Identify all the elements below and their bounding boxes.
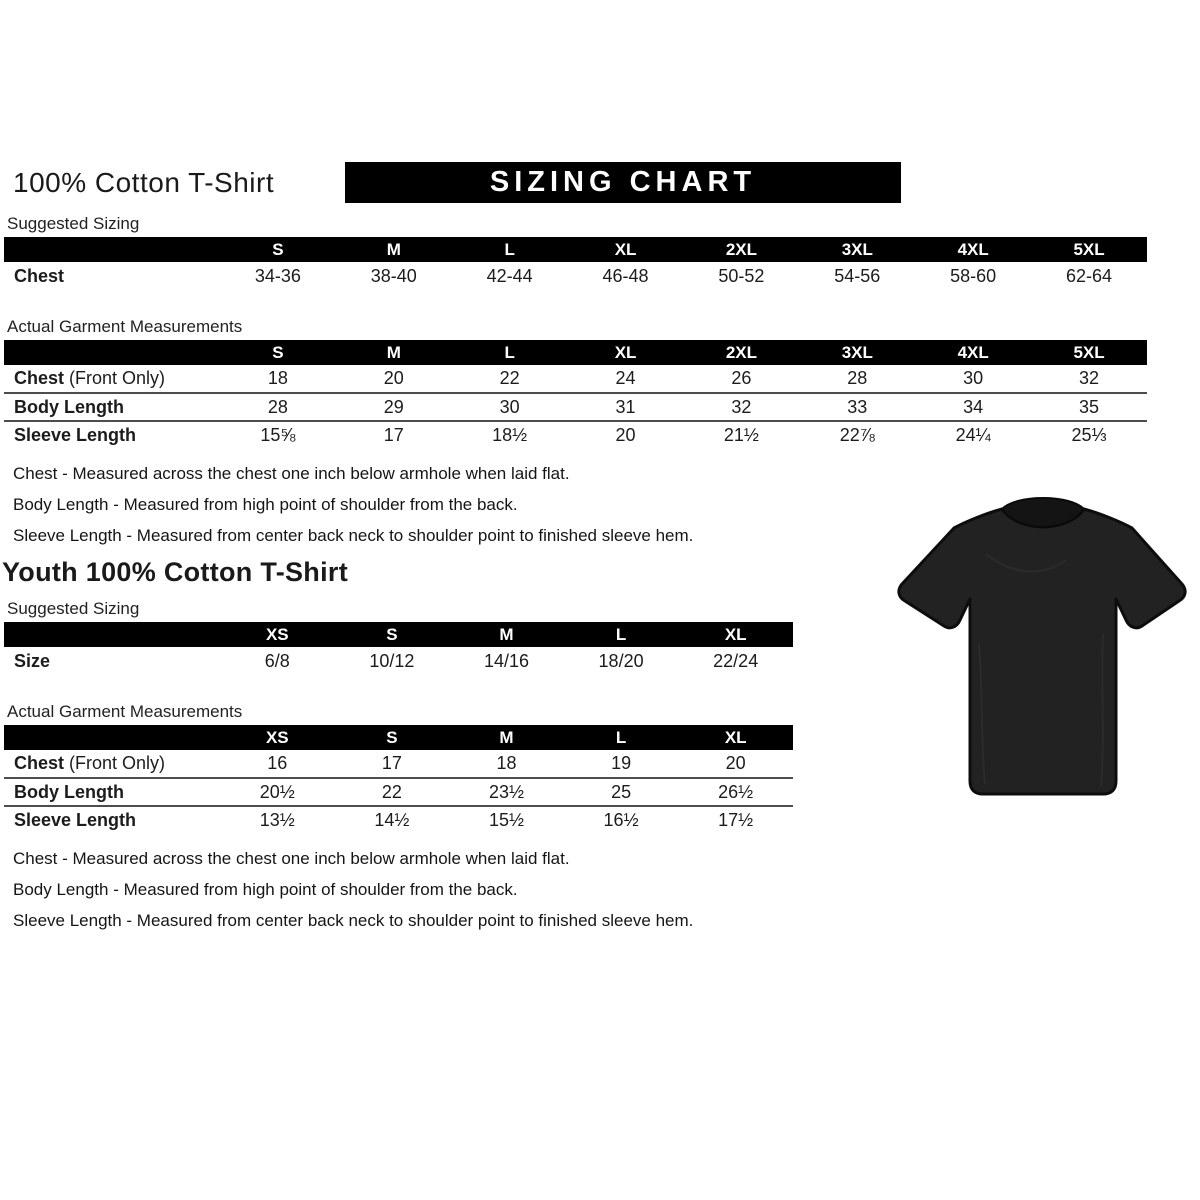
measurement-value: 46-48: [602, 265, 649, 286]
size-column-header: XS: [220, 725, 335, 750]
tshirt-product-image: [891, 494, 1193, 806]
tshirt-body-shape: [899, 509, 1185, 794]
size-column-header: XL: [678, 622, 793, 647]
size-column-header: 5XL: [1031, 237, 1147, 262]
table-row: [4, 365, 1147, 393]
table-row: [4, 647, 793, 675]
measurement-value: 26: [731, 368, 752, 388]
size-column-header: XL: [568, 340, 684, 365]
size-column-header: S: [335, 725, 450, 750]
table-row: [4, 778, 793, 806]
measurement-value: 30: [452, 393, 568, 421]
measurement-value: 58-60: [950, 265, 997, 286]
row-label: Sleeve Length: [4, 806, 220, 834]
row-label: Chest (Front Only): [14, 368, 166, 388]
measurement-value: 33: [799, 393, 915, 421]
youth-suggested-sizing-label: Suggested Sizing: [7, 599, 140, 618]
measurement-value: 28: [220, 393, 336, 421]
note-sleeve-length: Sleeve Length - Measured from center back neck to shoulder point to finished sleeve hem.: [13, 526, 694, 545]
adult-actual-measurements-label: Actual Garment Measurements: [7, 317, 243, 336]
table-row: [4, 262, 1147, 290]
measurement-value: 15½: [449, 806, 564, 834]
measurement-value: 26½: [678, 778, 793, 806]
measurement-value: 25⅓: [1031, 421, 1147, 449]
header-spacer-cell: [4, 622, 220, 647]
row-label: Size: [14, 650, 51, 671]
adult-suggested-sizing-table: [4, 237, 1147, 290]
size-header-row: [4, 237, 1147, 262]
measurement-value: 20: [568, 421, 684, 449]
measurement-value: 22⅞: [799, 421, 915, 449]
measurement-value: 19: [611, 753, 632, 773]
measurement-value: 17½: [678, 806, 793, 834]
note-body-length: Body Length - Measured from high point of shoulder from the back.: [13, 880, 518, 899]
row-label: Sleeve Length: [4, 421, 220, 449]
banner-text: SIZING CHART: [489, 166, 757, 198]
measurement-value: 16½: [564, 806, 679, 834]
black-tshirt-graphic: [891, 494, 1193, 806]
size-column-header: XS: [220, 622, 335, 647]
table-row: [4, 806, 793, 834]
measurement-value: 16: [267, 753, 288, 773]
size-column-header: 4XL: [915, 237, 1031, 262]
measurement-value: 42-44: [486, 265, 533, 286]
row-label: Body Length: [4, 778, 220, 806]
measurement-value: 10/12: [369, 650, 415, 671]
measurement-value: 29: [336, 393, 452, 421]
measurement-value: 50-52: [718, 265, 765, 286]
row-label: Body Length: [4, 393, 220, 421]
youth-actual-measurements-table: [4, 725, 793, 834]
measurement-value: 38-40: [370, 265, 417, 286]
measurement-value: 13½: [220, 806, 335, 834]
measurement-value: 15⅝: [220, 421, 336, 449]
measurement-value: 18½: [452, 421, 568, 449]
size-column-header: L: [452, 340, 568, 365]
measurement-value: 17: [381, 753, 402, 773]
size-column-header: XL: [568, 237, 684, 262]
size-column-header: L: [452, 237, 568, 262]
size-header-row: [4, 622, 793, 647]
size-column-header: XL: [678, 725, 793, 750]
adult-suggested-sizing-label: Suggested Sizing: [7, 214, 140, 233]
size-column-header: M: [336, 237, 452, 262]
youth-suggested-sizing-table: [4, 622, 793, 675]
measurement-value: 18: [496, 753, 517, 773]
size-column-header: M: [449, 622, 564, 647]
measurement-value: 30: [963, 368, 984, 388]
measurement-value: 34: [915, 393, 1031, 421]
youth-actual-measurements-label: Actual Garment Measurements: [7, 702, 243, 721]
row-label: Chest (Front Only): [14, 753, 166, 773]
table-row: [4, 421, 1147, 449]
measurement-value: 22: [335, 778, 450, 806]
measurement-value: 18/20: [598, 650, 644, 671]
measurement-value: 21½: [684, 421, 800, 449]
header-row: [0, 162, 1200, 203]
measurement-value: 32: [684, 393, 800, 421]
size-column-header: M: [336, 340, 452, 365]
adult-actual-measurements-table: [4, 340, 1147, 449]
measurement-value: 18: [267, 368, 288, 388]
measurement-value: 20½: [220, 778, 335, 806]
size-column-header: S: [335, 622, 450, 647]
measurement-value: 20: [383, 368, 404, 388]
measurement-value: 34-36: [254, 265, 301, 286]
size-header-row: [4, 725, 793, 750]
measurement-value: 54-56: [834, 265, 881, 286]
measurement-value: 62-64: [1066, 265, 1113, 286]
measurement-value: 23½: [449, 778, 564, 806]
sizing-chart-banner: [345, 162, 901, 203]
measurement-value: 14/16: [483, 650, 529, 671]
measurement-value: 6/8: [264, 650, 290, 671]
note-sleeve-length: Sleeve Length - Measured from center back neck to shoulder point to finished sleeve hem.: [13, 911, 694, 930]
row-label: Chest: [14, 265, 65, 286]
measurement-value: 35: [1031, 393, 1147, 421]
header-spacer-cell: [4, 340, 220, 365]
size-column-header: 4XL: [915, 340, 1031, 365]
size-column-header: 3XL: [799, 237, 915, 262]
size-column-header: 5XL: [1031, 340, 1147, 365]
size-column-header: 3XL: [799, 340, 915, 365]
note-chest: Chest - Measured across the chest one inch below armhole when laid flat.: [13, 464, 570, 483]
youth-section-title: Youth 100% Cotton T-Shirt: [2, 557, 348, 587]
measurement-value: 22/24: [713, 650, 759, 671]
measurement-value: 22: [499, 368, 520, 388]
measurement-value: 17: [336, 421, 452, 449]
measurement-value: 14½: [335, 806, 450, 834]
measurement-value: 25: [564, 778, 679, 806]
measurement-value: 31: [568, 393, 684, 421]
page-title: 100% Cotton T-Shirt: [13, 167, 275, 198]
header-spacer-cell: [4, 725, 220, 750]
table-row: [4, 393, 1147, 421]
size-column-header: S: [220, 340, 336, 365]
note-body-length: Body Length - Measured from high point of shoulder from the back.: [13, 495, 518, 514]
size-column-header: M: [449, 725, 564, 750]
size-column-header: 2XL: [684, 237, 800, 262]
size-header-row: [4, 340, 1147, 365]
table-row: [4, 750, 793, 778]
size-column-header: S: [220, 237, 336, 262]
size-column-header: L: [564, 622, 679, 647]
measurement-value: 20: [725, 753, 746, 773]
header-spacer-cell: [4, 237, 220, 262]
size-column-header: 2XL: [684, 340, 800, 365]
measurement-value: 32: [1079, 368, 1100, 388]
size-column-header: L: [564, 725, 679, 750]
measurement-value: 24: [615, 368, 636, 388]
measurement-value: 24¼: [915, 421, 1031, 449]
youth-measurement-notes: [13, 849, 1200, 931]
measurement-value: 28: [847, 368, 868, 388]
note-chest: Chest - Measured across the chest one inch below armhole when laid flat.: [13, 849, 570, 868]
